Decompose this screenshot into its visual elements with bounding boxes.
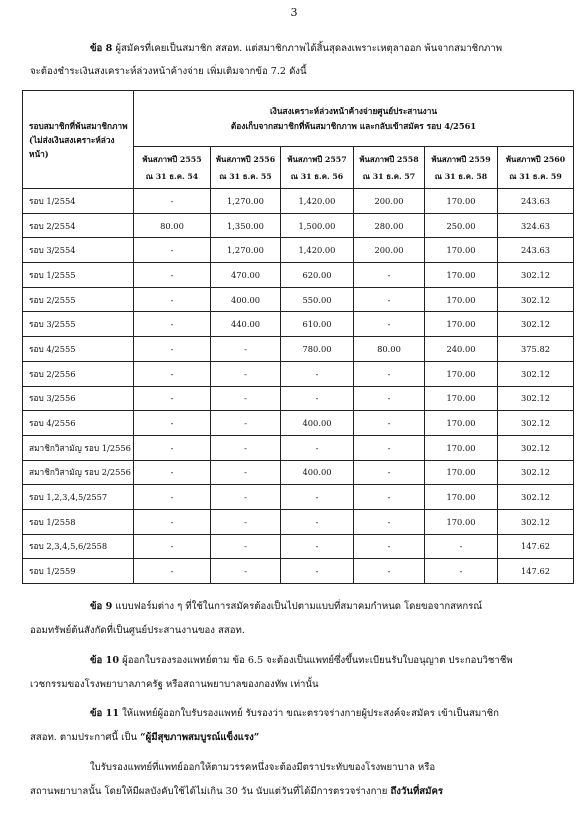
round-label: รอบ 4/2556 bbox=[23, 411, 134, 436]
round-label: รอบ 2/2556 bbox=[23, 361, 134, 386]
column-header bbox=[498, 147, 574, 189]
amount-cell: - bbox=[354, 534, 425, 559]
amount-cell: - bbox=[134, 263, 211, 288]
amount-cell: 1,270.00 bbox=[211, 238, 281, 263]
clause-9-line-1 bbox=[90, 598, 482, 615]
amount-cell: - bbox=[354, 287, 425, 312]
amount-cell: 302.12 bbox=[498, 509, 574, 534]
amount-cell: 170.00 bbox=[425, 189, 498, 214]
amount-cell: 302.12 bbox=[498, 287, 574, 312]
amount-cell: - bbox=[354, 361, 425, 386]
column-header-year: พ้นสภาพปี 2557 bbox=[287, 154, 347, 164]
amount-cell: 80.00 bbox=[134, 213, 211, 238]
amount-cell: 375.82 bbox=[498, 337, 574, 362]
column-header-date: ณ 31 ธ.ค. 57 bbox=[362, 171, 416, 181]
clause-11-line-1 bbox=[90, 705, 499, 722]
amount-cell: - bbox=[425, 559, 498, 584]
clause-8-text-1: ผู้สมัครที่เคยเป็นสมาชิก สสอท. แต่สมาชิกภาพได้สิ้นสุดลงเพราะเหตุลาออก พ้นจากสมาชิกภาพ bbox=[115, 43, 503, 54]
column-header bbox=[211, 147, 281, 189]
clause-11-healthy-term: “ผู้มีสุขภาพสมบูรณ์แข็งแรง” bbox=[140, 732, 260, 743]
table-row bbox=[23, 287, 574, 312]
amount-cell: - bbox=[354, 312, 425, 337]
amount-cell: 243.63 bbox=[498, 189, 574, 214]
amount-cell: 280.00 bbox=[354, 213, 425, 238]
column-header-year: พ้นสภาพปี 2559 bbox=[431, 154, 491, 164]
clause-11-application-date: ถึงวันที่สมัคร bbox=[390, 786, 444, 797]
column-header-date: ณ 31 ธ.ค. 56 bbox=[290, 171, 344, 181]
amount-cell: - bbox=[211, 361, 281, 386]
table-row bbox=[23, 361, 574, 386]
column-header-year: พ้นสภาพปี 2556 bbox=[215, 154, 276, 164]
amount-cell: - bbox=[281, 509, 354, 534]
clause-10-text-1: ผู้ออกใบรองรองแพทย์ตาม ข้อ 6.5 จะต้องเป็นแพทย์ซึ่งขึ้นทะเบียนรับใบอนุญาต ประกอบวิชาชีพ bbox=[122, 655, 513, 666]
amount-cell: - bbox=[425, 534, 498, 559]
table-row bbox=[23, 411, 574, 436]
clause-11-line-2 bbox=[30, 729, 259, 746]
clause-11-line-3: ใบรับรองแพทย์ที่แพทย์ออกให้ตามวรรคหนึ่งจะต้องมีตราประทับของโรงพยาบาล หรือ bbox=[90, 762, 436, 773]
round-label: สมาชิกวิสามัญ รอบ 2/2556 bbox=[23, 460, 134, 485]
table-row bbox=[23, 263, 574, 288]
amount-cell: - bbox=[354, 559, 425, 584]
amount-cell: - bbox=[354, 435, 425, 460]
table-row bbox=[23, 189, 574, 214]
amount-cell: - bbox=[134, 287, 211, 312]
amount-cell: 400.00 bbox=[281, 460, 354, 485]
amount-cell: 400.00 bbox=[211, 287, 281, 312]
amount-cell: - bbox=[134, 189, 211, 214]
amount-cell: - bbox=[354, 460, 425, 485]
table-row bbox=[23, 312, 574, 337]
amount-cell: 302.12 bbox=[498, 386, 574, 411]
amount-cell: 610.00 bbox=[281, 312, 354, 337]
amount-cell: 1,270.00 bbox=[211, 189, 281, 214]
amount-cell: 302.12 bbox=[498, 485, 574, 510]
overdue-contribution-table bbox=[22, 90, 574, 584]
amount-cell: - bbox=[211, 411, 281, 436]
clause-10-line-2: เวชกรรมของโรงพยาบาลภาครัฐ หรือสถานพยาบาลของกองทัพ เท่านั้น bbox=[30, 679, 319, 690]
amount-cell: 302.12 bbox=[498, 460, 574, 485]
amount-cell: - bbox=[281, 559, 354, 584]
amount-cell: 302.12 bbox=[498, 263, 574, 288]
round-label: รอบ 2,3,4,5,6/2558 bbox=[23, 534, 134, 559]
amount-cell: 620.00 bbox=[281, 263, 354, 288]
round-label: รอบ 1/2554 bbox=[23, 189, 134, 214]
column-header-year: พ้นสภาพปี 2560 bbox=[505, 154, 566, 164]
amount-cell: 302.12 bbox=[498, 312, 574, 337]
amount-cell: 243.63 bbox=[498, 238, 574, 263]
span-header-line-1: เงินสงเคราะห์ล่วงหน้าค้างจ่ายศูนย์ประสานงาน bbox=[269, 105, 438, 116]
amount-cell: - bbox=[354, 485, 425, 510]
round-label: รอบ 4/2555 bbox=[23, 337, 134, 362]
table-row bbox=[23, 559, 574, 584]
amount-cell: 780.00 bbox=[281, 337, 354, 362]
amount-cell: 170.00 bbox=[425, 460, 498, 485]
amount-cell: - bbox=[281, 435, 354, 460]
amount-cell: - bbox=[281, 485, 354, 510]
clause-9-text-1: แบบฟอร์มต่าง ๆ ที่ใช้ในการสมัครต้องเป็นไปตามแบบที่สมาคมกำหนด โดยขอจากสหกรณ์ bbox=[115, 601, 483, 612]
amount-cell: 1,500.00 bbox=[281, 213, 354, 238]
clause-10-label: ข้อ 10 bbox=[90, 655, 120, 666]
amount-cell: 170.00 bbox=[425, 287, 498, 312]
amount-cell: 170.00 bbox=[425, 485, 498, 510]
amount-cell: - bbox=[134, 460, 211, 485]
round-label: รอบ 3/2554 bbox=[23, 238, 134, 263]
clause-8-line-2: จะต้องชำระเงินสงเคราะห์ล่วงหน้าค้างจ่าย เพิ่มเติมจากข้อ 7.2 ดังนี้ bbox=[30, 66, 307, 77]
amount-cell: 440.00 bbox=[211, 312, 281, 337]
corner-header: รอบสมาชิกที่พ้นสมาชิกภาพ (ไม่ส่งเงินสงเคราะห์ล่วงหน้า) bbox=[23, 91, 134, 189]
page-number: 3 bbox=[290, 6, 298, 19]
column-header bbox=[425, 147, 498, 189]
round-label: รอบ 3/2556 bbox=[23, 386, 134, 411]
clause-11-text-4a: สถานพยาบาลนั้น โดยให้มีผลบังคับใช้ได้ไม่เกิน 30 วัน นับแต่วันที่ได้มีการตรวจร่างกาย bbox=[30, 786, 388, 797]
table-row bbox=[23, 386, 574, 411]
amount-cell: - bbox=[134, 238, 211, 263]
table-row bbox=[23, 213, 574, 238]
amount-cell: 240.00 bbox=[425, 337, 498, 362]
amount-cell: - bbox=[211, 386, 281, 411]
round-label: รอบ 3/2555 bbox=[23, 312, 134, 337]
table-row bbox=[23, 435, 574, 460]
amount-cell: 147.62 bbox=[498, 534, 574, 559]
amount-cell: 170.00 bbox=[425, 238, 498, 263]
amount-cell: - bbox=[134, 411, 211, 436]
round-label: รอบ 2/2554 bbox=[23, 213, 134, 238]
amount-cell: 302.12 bbox=[498, 361, 574, 386]
table-row bbox=[23, 238, 574, 263]
round-label: รอบ 1/2555 bbox=[23, 263, 134, 288]
amount-cell: 170.00 bbox=[425, 361, 498, 386]
amount-cell: - bbox=[134, 312, 211, 337]
amount-cell: - bbox=[211, 435, 281, 460]
amount-cell: 200.00 bbox=[354, 238, 425, 263]
amount-cell: 80.00 bbox=[354, 337, 425, 362]
amount-cell: 250.00 bbox=[425, 213, 498, 238]
amount-cell: 147.62 bbox=[498, 559, 574, 584]
column-header-date: ณ 31 ธ.ค. 55 bbox=[219, 171, 272, 181]
round-label: รอบ 2/2555 bbox=[23, 287, 134, 312]
clause-9-label: ข้อ 9 bbox=[90, 601, 113, 612]
amount-cell: 302.12 bbox=[498, 435, 574, 460]
table-row bbox=[23, 337, 574, 362]
clause-11-label: ข้อ 11 bbox=[90, 708, 120, 719]
amount-cell: - bbox=[281, 386, 354, 411]
amount-cell: - bbox=[354, 263, 425, 288]
column-header-year: พ้นสภาพปี 2558 bbox=[359, 154, 419, 164]
amount-cell: - bbox=[354, 509, 425, 534]
column-header bbox=[354, 147, 425, 189]
amount-cell: - bbox=[211, 485, 281, 510]
clause-8-line-1 bbox=[90, 40, 502, 57]
amount-cell: 400.00 bbox=[281, 411, 354, 436]
amount-cell: - bbox=[211, 460, 281, 485]
amount-cell: 170.00 bbox=[425, 411, 498, 436]
amount-cell: 170.00 bbox=[425, 435, 498, 460]
amount-cell: - bbox=[134, 534, 211, 559]
table-row bbox=[23, 485, 574, 510]
table-row bbox=[23, 534, 574, 559]
column-header bbox=[281, 147, 354, 189]
amount-cell: 1,420.00 bbox=[281, 189, 354, 214]
amount-cell: - bbox=[134, 337, 211, 362]
amount-cell: - bbox=[281, 534, 354, 559]
clause-11-text-1: ให้แพทย์ผู้ออกใบรับรองแพทย์ รับรองว่า ขณะตรวจร่างกายผู้ประสงค์จะสมัคร เข้าเป็นสมาชิก bbox=[122, 708, 499, 719]
amount-cell: 470.00 bbox=[211, 263, 281, 288]
column-header-date: ณ 31 ธ.ค. 54 bbox=[145, 171, 199, 181]
clause-8-label: ข้อ 8 bbox=[90, 43, 113, 54]
clause-11-line-4 bbox=[30, 783, 443, 800]
amount-cell: - bbox=[211, 509, 281, 534]
amount-cell: - bbox=[134, 559, 211, 584]
amount-cell: 200.00 bbox=[354, 189, 425, 214]
amount-cell: - bbox=[211, 559, 281, 584]
amount-cell: 550.00 bbox=[281, 287, 354, 312]
amount-cell: 324.63 bbox=[498, 213, 574, 238]
amount-cell: 1,420.00 bbox=[281, 238, 354, 263]
column-header bbox=[134, 147, 211, 189]
amount-cell: 170.00 bbox=[425, 263, 498, 288]
clause-10-line-1 bbox=[90, 652, 513, 669]
round-label: รอบ 1,2,3,4,5/2557 bbox=[23, 485, 134, 510]
round-label: สมาชิกวิสามัญ รอบ 1/2556 bbox=[23, 435, 134, 460]
amount-cell: - bbox=[354, 411, 425, 436]
amount-cell: - bbox=[354, 386, 425, 411]
round-label: รอบ 1/2558 bbox=[23, 509, 134, 534]
column-header-date: ณ 31 ธ.ค. 59 bbox=[509, 171, 562, 181]
amount-cell: 1,350.00 bbox=[211, 213, 281, 238]
amount-cell: - bbox=[134, 435, 211, 460]
column-header-date: ณ 31 ธ.ค. 58 bbox=[434, 171, 488, 181]
amount-cell: - bbox=[134, 386, 211, 411]
round-label: รอบ 1/2559 bbox=[23, 559, 134, 584]
clause-9-line-2: ออมทรัพย์ต้นสังกัดที่เป็นศูนย์ประสานงานของ สสอท. bbox=[30, 625, 245, 636]
amount-cell: 170.00 bbox=[425, 386, 498, 411]
column-header-year: พ้นสภาพปี 2555 bbox=[142, 154, 202, 164]
amount-cell: 170.00 bbox=[425, 509, 498, 534]
clause-11-text-2a: สสอท. ตามประกาศนี้ เป็น bbox=[30, 732, 138, 743]
table-row bbox=[23, 509, 574, 534]
amount-cell: - bbox=[211, 534, 281, 559]
amount-cell: - bbox=[134, 509, 211, 534]
amount-cell: - bbox=[134, 361, 211, 386]
amount-cell: 302.12 bbox=[498, 411, 574, 436]
amount-cell: - bbox=[211, 337, 281, 362]
span-header-line-2: ต้องเก็บจากสมาชิกที่พ้นสมาชิกภาพ และกลับเข้าสมัคร รอบ 4/2561 bbox=[230, 120, 477, 131]
amount-cell: 170.00 bbox=[425, 312, 498, 337]
amount-cell: - bbox=[134, 485, 211, 510]
amount-cell: - bbox=[281, 361, 354, 386]
span-header bbox=[134, 91, 574, 147]
table-row bbox=[23, 460, 574, 485]
